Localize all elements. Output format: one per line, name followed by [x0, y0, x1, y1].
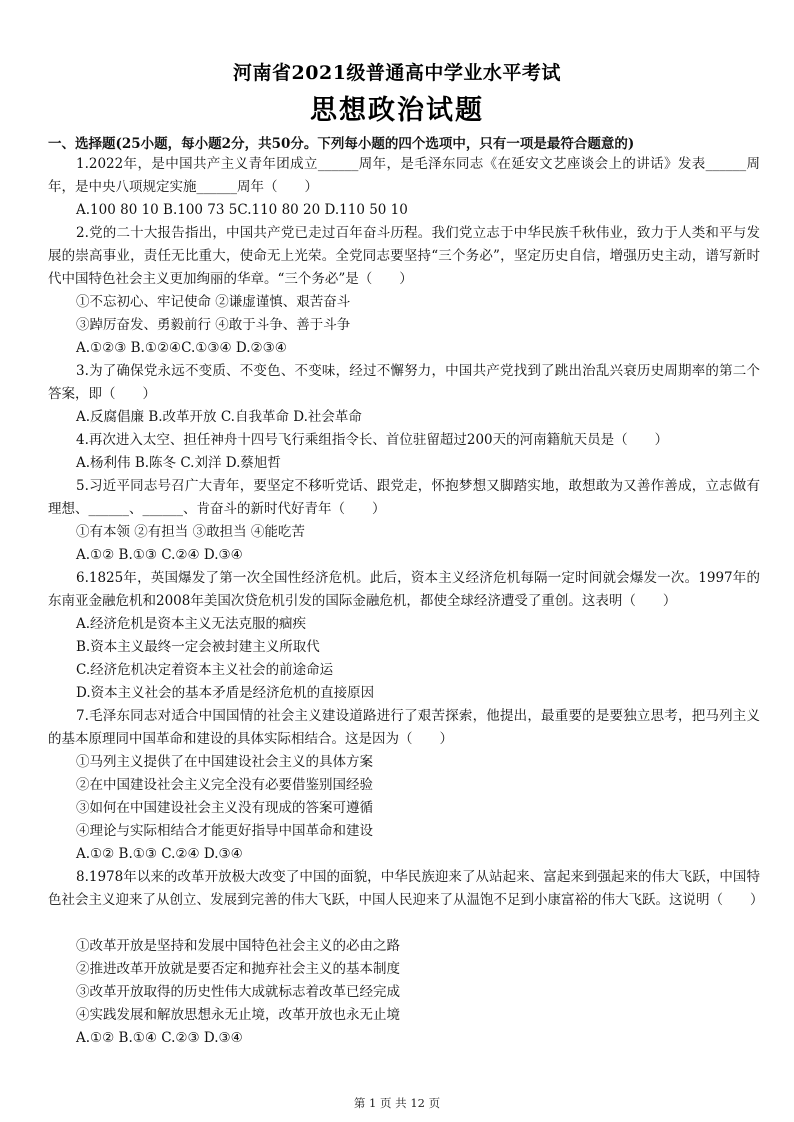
question-1-stem: 1.2022年，是中国共产主义青年团成立______周年，是毛泽东同志《在延安文艺座谈会上的讲话》发表______周年，是中央八项规定实施______周年（ ） — [48, 156, 760, 195]
page-number: 第 1 页 共 12 页 — [353, 1096, 441, 1110]
question-7-stem: 7.毛泽东同志对适合中国国情的社会主义建设道路进行了艰苦探索，他提出，最重要的是要独立思考，把马列主义的基本原理同中国革命和建设的具体实际相结合。这是因为（ ） — [48, 708, 760, 747]
question-5-answers: A.①② B.①③ C.②④ D.③④ — [76, 547, 243, 563]
question-1-options: A.100 80 10 B.100 73 5C.110 80 20 D.110 50 10 — [76, 202, 408, 218]
question-7-option-3: ③如何在中国建设社会主义没有现成的答案可遵循 — [76, 800, 373, 816]
question-6-option-c: C.经济危机决定着资本主义社会的前途命运 — [76, 662, 334, 678]
question-6-option-d: D.资本主义社会的基本矛盾是经济危机的直接原因 — [76, 685, 375, 701]
question-7-option-4: ④理论与实际相结合才能更好指导中国革命和建设 — [76, 823, 373, 839]
question-5-option-line-1: ①有本领 ②有担当 ③敢担当 ④能吃苦 — [76, 524, 305, 540]
question-3-answers: A.反腐倡廉 B.改革开放 C.自我革命 D.社会革命 — [76, 409, 362, 425]
question-6-option-b: B.资本主义最终一定会被封建主义所取代 — [76, 639, 320, 655]
question-7-answers: A.①② B.①③ C.②④ D.③④ — [76, 846, 243, 862]
question-2-option-line-2: ③踔厉奋发、勇毅前行 ④敢于斗争、善于斗争 — [76, 317, 351, 333]
question-8-option-3: ③改革开放取得的历史性伟大成就标志着改革已经完成 — [76, 984, 400, 1000]
question-6-stem: 6.1825年，英国爆发了第一次全国性经济危机。此后，资本主义经济危机每隔一定时间就会爆发一次。1997年的东南亚金融危机和2008年美国次贷危机引发的国际金融危机，都使全球经济遭受了重创。这表明（ ） — [48, 570, 760, 609]
question-7-option-1: ①马列主义提供了在中国建设社会主义的具体方案 — [76, 754, 373, 770]
question-6-option-a: A.经济危机是资本主义无法克服的痼疾 — [76, 616, 307, 632]
question-3-stem: 3.为了确保党永远不变质、不变色、不变味，经过不懈努力，中国共产党找到了跳出治乱兴衰历史周期率的第二个答案，即（ ） — [48, 363, 760, 402]
question-8-option-2: ②推进改革开放就是要否定和抛弃社会主义的基本制度 — [76, 961, 400, 977]
subject-title: 思想政治试题 — [310, 95, 484, 126]
question-2-answers: A.①②③ B.①②④C.①③④ D.②③④ — [76, 340, 287, 356]
question-4-answers: A.杨利伟 B.陈冬 C.刘洋 D.蔡旭哲 — [76, 455, 281, 471]
question-7-option-2: ②在中国建设社会主义完全没有必要借鉴别国经验 — [76, 777, 373, 793]
exam-title: 河南省2021级普通高中学业水平考试 — [233, 62, 561, 84]
question-2-stem: 2.党的二十大报告指出，中国共产党已走过百年奋斗历程。我们党立志于中华民族千秋伟业，致力于人类和平与发展的崇高事业，责任无比重大，使命无上光荣。全党同志要坚持“三个务必”，坚定历史自信，增强历史主动，谱写新时代中国特色社会主义更加绚丽的华章。“三个务必”是（ ） — [48, 225, 760, 287]
question-8-stem: 8.1978年以来的改革开放极大改变了中国的面貌，中华民族迎来了从站起来、富起来到强起来的伟大飞跃，中国特色社会主义迎来了从创立、发展到完善的伟大飞跃，中国人民迎来了从温饱不足到小康富裕的伟大飞跃。这说明（ ） — [48, 869, 764, 908]
question-2-option-line-1: ①不忘初心、牢记使命 ②谦虚谨慎、艰苦奋斗 — [76, 294, 351, 310]
question-8-option-4: ④实践发展和解放思想永无止境，改革开放也永无止境 — [76, 1007, 400, 1023]
question-4-stem: 4.再次进入太空、担任神舟十四号飞行乘组指令长、首位驻留超过200天的河南籍航天员是（ ） — [76, 432, 669, 448]
section-heading: 一、选择题(25小题，每小题2分，共50分。下列每小题的四个选项中，只有一项是最符合题意的) — [48, 136, 635, 152]
question-5-stem: 5.习近平同志号召广大青年，要坚定不移听党话、跟党走，怀抱梦想又脚踏实地，敢想敢为又善作善成，立志做有理想、______、______、肯奋斗的新时代好青年（ ） — [48, 478, 760, 517]
question-8-answers: A.①② B.①④ C.②③ D.③④ — [76, 1030, 243, 1046]
question-8-option-1: ①改革开放是坚持和发展中国特色社会主义的必由之路 — [76, 938, 400, 954]
